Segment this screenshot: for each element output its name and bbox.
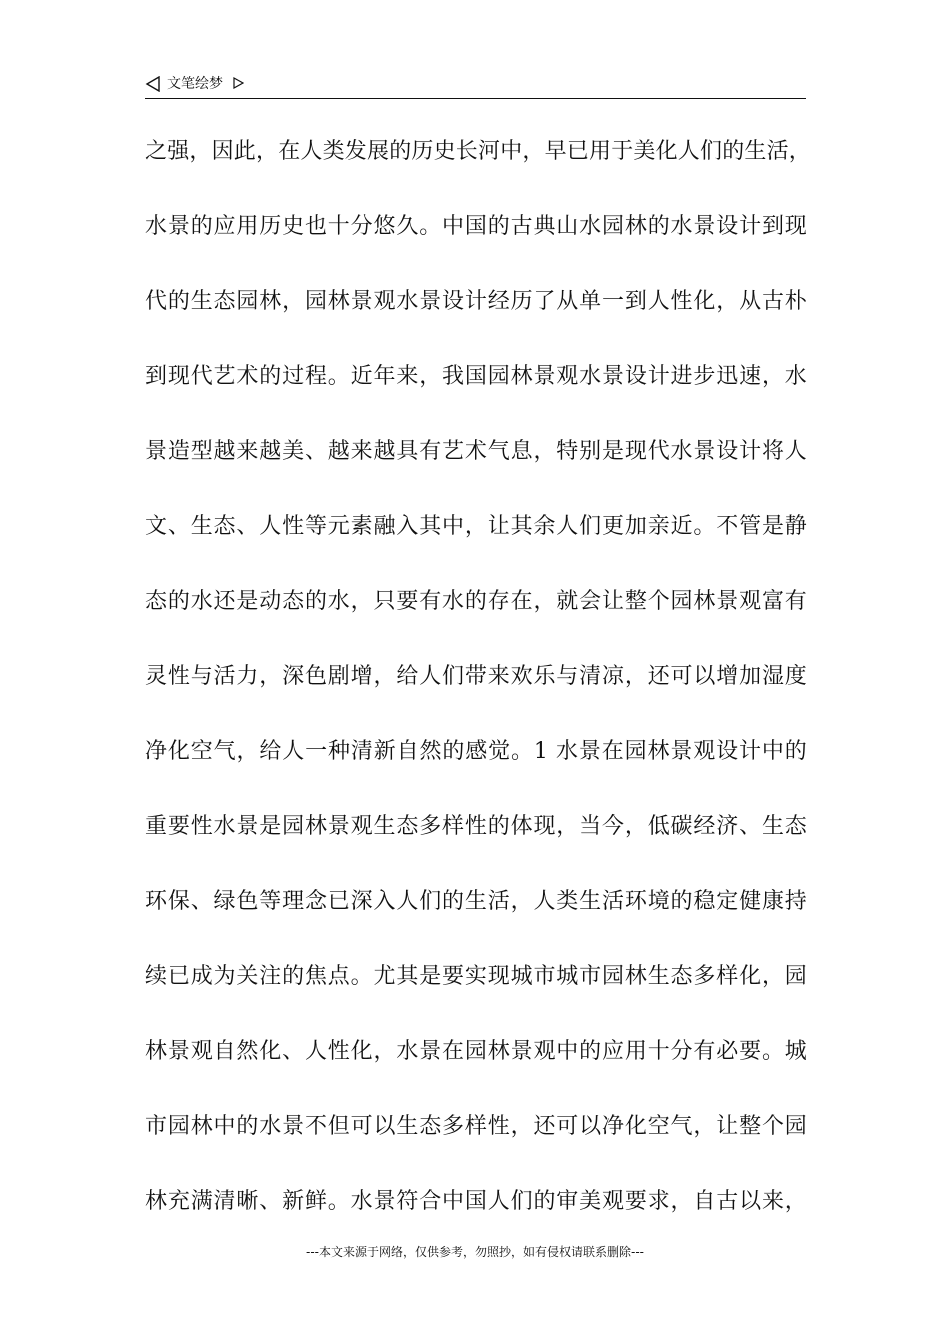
text-line: 态的水还是动态的水，只要有水的存在，就会让整个园林景观富有 (145, 589, 807, 614)
text-line: 景造型越来越美、越来越具有艺术气息，特别是现代水景设计将人 (145, 439, 807, 464)
body-text (145, 130, 812, 1255)
text-line: 代的生态园林，园林景观水景设计经历了从单一到人性化，从古朴 (145, 289, 807, 314)
page-header (145, 74, 806, 98)
left-triangle-outline-icon (145, 76, 161, 92)
header-title: 文笔绘梦 (167, 76, 223, 92)
text-line: 灵性与活力，深色剧增，给人们带来欢乐与清凉，还可以增加湿度 (145, 664, 807, 689)
text-line: 净化空气，给人一种清新自然的感觉。1 水景在园林景观设计中的 (145, 739, 807, 764)
text-line: 市园林中的水景不但可以生态多样性，还可以净化空气，让整个园 (145, 1114, 807, 1139)
text-line: 林景观自然化、人性化，水景在园林景观中的应用十分有必要。城 (145, 1039, 807, 1064)
text-line: 续已成为关注的焦点。尤其是要实现城市城市园林生态多样化，园 (145, 964, 807, 989)
header-divider (145, 98, 806, 99)
text-line: 林充满清晰、新鲜。水景符合中国人们的审美观要求，自古以来， (145, 1189, 807, 1214)
text-line: 水景的应用历史也十分悠久。中国的古典山水园林的水景设计到现 (145, 214, 807, 239)
text-line: 重要性水景是园林景观生态多样性的体现，当今，低碳经济、生态 (145, 814, 807, 839)
text-line: 环保、绿色等理念已深入人们的生活，人类生活环境的稳定健康持 (145, 889, 807, 914)
right-triangle-outline-icon (233, 77, 244, 89)
footer-disclaimer: ---本文来源于网络，仅供参考，勿照抄，如有侵权请联系删除--- (306, 1245, 644, 1259)
text-line: 之强，因此，在人类发展的历史长河中，早已用于美化人们的生活， (145, 139, 812, 164)
text-line: 文、生态、人性等元素融入其中，让其余人们更加亲近。不管是静 (145, 514, 807, 539)
text-line: 到现代艺术的过程。近年来，我国园林景观水景设计进步迅速，水 (145, 364, 807, 389)
